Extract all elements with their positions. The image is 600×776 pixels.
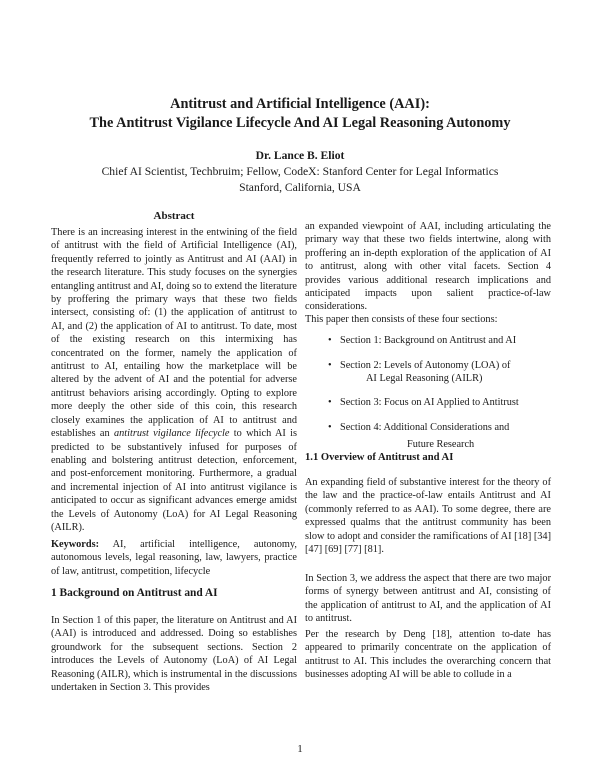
section-list-item-2 <box>305 359 551 396</box>
section-list-item-2-text-cont: AI Legal Reasoning (AILR) <box>366 373 483 385</box>
abstract-text <box>51 226 297 534</box>
section-list-item-1 <box>305 334 551 359</box>
abstract-text-part-1: There is an increasing interest in the entwining of the field of antitrust with the field of Artificial Intelligence (AI), frequently referred to jointly as Antitrust and AI (AAI) in the research literature. This study focuses on the synergies entangling antitrust and AI, doing so to extend the literature by proffering the primary ways that these two fields intersect, consisting of: (1) the application of antitrust to AI, and (2) the application of AI to antitrust. To date, most of the existing research on this intermixing has concentrated on the former, namely the application of antitrust to AI, entailing how the marketplace will be altered by the advent of AI and the potential for adverse antitrust behaviors arising accordingly. Opting to explore more deeply the other side of this coin, this research closely examines the application of AI to antitrust and establishes an <box>51 227 297 440</box>
keywords-paragraph <box>51 538 297 578</box>
bullet-icon: • <box>328 360 332 371</box>
section-1-heading: 1 Background on Antitrust and AI <box>51 587 218 599</box>
subsection-1-1-heading: 1.1 Overview of Antitrust and AI <box>305 452 454 463</box>
section-list-item-1-text: Section 1: Background on Antitrust and AI <box>340 335 517 346</box>
section-list-item-4-text: Section 4: Additional Considerations and <box>340 422 510 433</box>
author-location: Stanford, California, USA <box>239 181 361 194</box>
abstract-heading: Abstract <box>153 210 195 222</box>
section-list-item-3 <box>305 396 551 421</box>
section-list-intro: This paper then consists of these four sections: <box>305 314 498 325</box>
author-name: Dr. Lance B. Eliot <box>255 149 345 162</box>
section-1-paragraph-1-continued: an expanded viewpoint of AAI, including articulating the primary way that these two fields intertwine, along with proffering an in-depth exploration of the application of AI to antitrust, along with other vital facets. Section 4 provides various additional research implications and anticipated impacts upon salient practice-of-law considerations. <box>305 221 551 313</box>
page-number: 1 <box>297 743 303 755</box>
section-list <box>305 334 551 458</box>
keywords-text: AI, artificial intelligence, autonomy, autonomous levels, legal reasoning, law, lawyers, practice of law, antitrust, competition, lifecycle <box>51 539 297 577</box>
section-1-paragraph-1: In Section 1 of this paper, the literature on Antitrust and AI (AAI) is introduced and addressed. Doing so establishes groundwork for the subsequent sections. Section 2 introduces the Levels of Autonomy (LoA) of AI Legal Reasoning (AILR), which is instrumental in the discussions undertaken in Section 3. This provides <box>51 615 297 694</box>
subsection-1-1-paragraph-3: Per the research by Deng [18], attention to-date has appeared to primarily concentrate on the application of antitrust to AI. This includes the overarching concern that businesses adopting AI will be able to collude in a <box>305 629 551 681</box>
paper-title-line-2: The Antitrust Vigilance Lifecycle And AI Legal Reasoning Autonomy <box>89 115 511 131</box>
bullet-icon: • <box>328 335 332 346</box>
subsection-1-1-paragraph-1: An expanding field of substantive interest for the theory of the law and the practice-of-law entails Antitrust and AI (commonly referred to as AAI). To some degree, there are expressed qualms that the antitrust community has been slow to adopt and consider the ramifications of AI [18] [34] [47] [69] [77] [81]. <box>305 477 551 556</box>
author-affiliation: Chief AI Scientist, Techbruim; Fellow, CodeX: Stanford Center for Legal Informatics <box>101 165 499 178</box>
bullet-icon: • <box>328 397 332 408</box>
bullet-icon: • <box>328 422 332 433</box>
section-list-item-4-text-cont: Future Research <box>407 439 475 451</box>
abstract-text-part-2: to which AI is predicted to be substantively infused for purposes of enabling and bolstering antitrust detection, enforcement, and post-enforcement monitoring. Furthermore, a gradual and incremental injection of AI into antitrust vigilance is anticipated to occur as significant advances emerge amidst the Levels of Autonomy (LoA) for AI Legal Reasoning (AILR). <box>51 428 297 533</box>
keywords-label: Keywords: <box>51 539 100 550</box>
section-list-item-3-text: Section 3: Focus on AI Applied to Antitrust <box>340 397 519 408</box>
subsection-1-1-paragraph-2: In Section 3, we address the aspect that there are two major forms of synergy between antitrust and AI, consisting of the application of antitrust to AI, and the application of AI to antitrust. <box>305 573 551 625</box>
section-list-item-2-text: Section 2: Levels of Autonomy (LOA) of <box>340 360 511 371</box>
abstract-text-italic: antitrust vigilance lifecycle <box>113 428 230 440</box>
paper-title-line-1: Antitrust and Artificial Intelligence (AAI): <box>170 96 430 112</box>
